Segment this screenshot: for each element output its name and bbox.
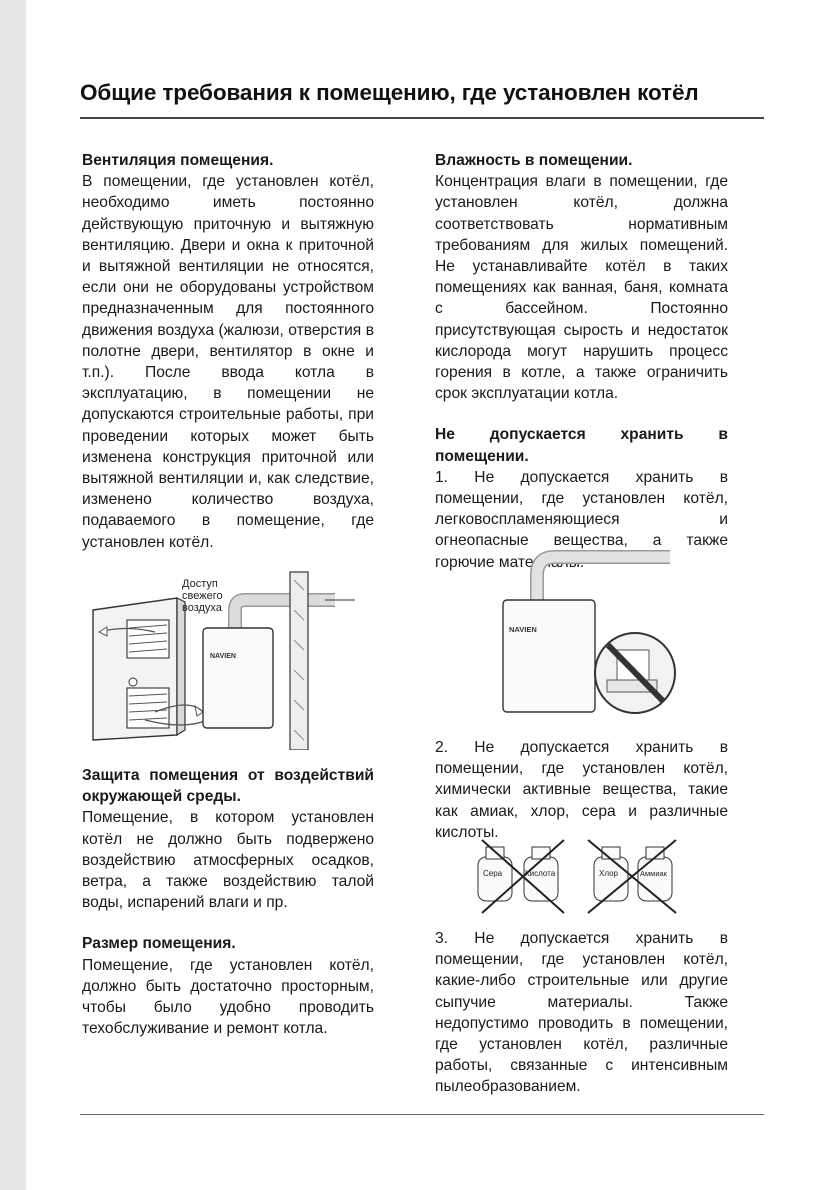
storage-item-2-block: [435, 737, 728, 843]
storage-item-3: 3. Не допускается хранить в помещении, где установлен котёл, какие-либо строительные или другие сыпучие материалы. Также недопустимо проводить в помещении, где установлен котёл, различные работы, связанные с интенсивным пылеобразованием.: [435, 930, 728, 1096]
protection-heading: Защита помещения от воздействий окружающей среды.: [82, 767, 374, 806]
humidity-heading: Влажность в помещении.: [435, 152, 633, 169]
right-boiler-brand: NAVIEN: [509, 625, 537, 634]
humidity-text: Концентрация влаги в помещении, где установлен котёл, должна соответствовать нормативным требованиям для жилых помещений. Не устанавливайте котёл в таких помещениях как ванная, баня, комната с бассейном. Постоянно присутствующая сырость и недостаток кислорода могут нарушить процесс горения в котле, а также ограничить срок эксплуатации котла.: [435, 173, 728, 403]
ventilation-illustration: [85, 570, 360, 750]
chem-label-acid: Кислота: [525, 869, 556, 878]
protection-text: Помещение, в котором установлен котёл не должно быть подвержено воздействию атмосферных осадков, ветра, а также воздействию талой воды, испарений влаги и пр.: [82, 809, 374, 912]
size-text: Помещение, где установлен котёл, должно быть достаточно просторным, чтобы было удобно проводить техобслуживание и ремонт котла.: [82, 956, 374, 1038]
left-column: [82, 150, 374, 553]
storage-item-3-block: [435, 928, 728, 1098]
footer-divider: [80, 1114, 764, 1115]
page-edge-strip: [0, 0, 26, 1190]
left-boiler-brand: NAVIEN: [210, 653, 236, 660]
chem-label-sulfur: Сера: [483, 869, 503, 878]
storage-item-2: 2. Не допускается хранить в помещении, где установлен котёл, химически активные вещества, такие как амиак, хлор, сера и различные кислоты.: [435, 739, 728, 841]
storage-heading: Не допускается хранить в помещении.: [435, 426, 728, 465]
chem-label-ammonia: Аммиак: [640, 869, 667, 878]
right-column: [435, 150, 728, 573]
title-divider: [80, 117, 764, 119]
chem-label-chlorine: Хлор: [599, 869, 618, 878]
size-heading: Размер помещения.: [82, 935, 236, 953]
chemicals-illustration: [468, 835, 703, 915]
storage-item-1: 1. Не допускается хранить в помещении, где установлен котёл, легковоспламеняющиеся и огнеопасные вещества, а также горючие материалы.: [435, 468, 728, 571]
ventilation-text: В помещении, где установлен котёл, необходимо иметь постоянно действующую приточную и вытяжную вентиляцию. Двери и окна к приточной и вытяжной вентиляции не относятся, если они не оборудованы устройством предназначенным для постоянного движения воздуха (жалюзи, отверстия в полотне двери, вентилятор в окне и т.п.). После ввода котла в эксплуатацию, в помещении не допускаются строительные работы, при проведении которых может быть изменена конструкция приточной или вытяжной вентиляции и, как следствие, изменено количество воздуха, подаваемого в помещение, где установлен котёл.: [82, 173, 374, 551]
boiler-no-flammables-illustration: [495, 545, 695, 720]
fresh-air-label: Доступ свежего воздуха: [182, 578, 223, 614]
ventilation-heading: Вентиляция помещения.: [82, 152, 274, 169]
page-title: Общие требования к помещению, где установлен котёл: [80, 80, 699, 105]
left-column-lower: [82, 765, 374, 1039]
